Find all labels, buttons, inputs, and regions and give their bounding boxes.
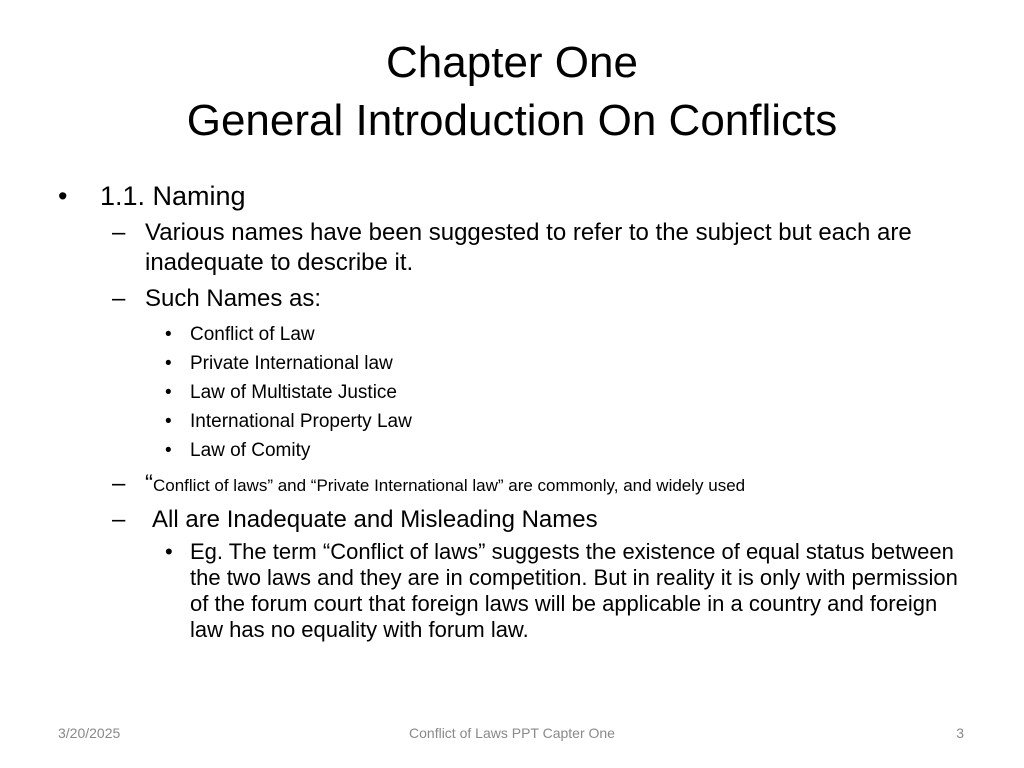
dot-marker: • — [165, 382, 172, 403]
bullet-marker: • — [58, 181, 68, 211]
sub-bullet-text: Conflict of laws” and “Private International law” are commonly, and widely used — [153, 476, 746, 495]
sub-bullet-inadequate — [58, 505, 968, 535]
list-item — [58, 407, 968, 436]
footer-date: 3/20/2025 — [58, 725, 121, 741]
title-line-1: Chapter One — [386, 38, 638, 87]
slide-body — [58, 178, 968, 643]
dash-marker: – — [112, 285, 126, 312]
example-paragraph — [58, 539, 968, 643]
name-item-text: International Property Law — [190, 411, 412, 432]
slide-title — [0, 34, 1024, 150]
sub-bullet-various-names — [58, 218, 968, 278]
dot-marker: • — [165, 324, 172, 345]
page-number: 3 — [956, 725, 964, 741]
opening-quote: “ — [145, 470, 153, 497]
sub-bullet-text: Various names have been suggested to refer to the subject but each are inadequate to describe it. — [145, 219, 912, 276]
dot-marker: • — [165, 539, 173, 564]
title-line-2: General Introduction On Conflicts — [186, 96, 838, 145]
list-item — [58, 320, 968, 349]
sub-bullet-commonly-used — [58, 471, 968, 499]
bullet-text: 1.1. Naming — [100, 181, 246, 211]
name-item-text: Law of Multistate Justice — [190, 382, 397, 403]
name-item-text: Private International law — [190, 353, 393, 374]
name-item-text: Law of Comity — [190, 440, 311, 461]
bullet-naming — [58, 178, 968, 214]
sub-bullet-text: All are Inadequate and Misleading Names — [152, 506, 598, 533]
dash-marker: – — [112, 506, 126, 533]
list-item — [58, 436, 968, 465]
list-item — [58, 378, 968, 407]
name-item-text: Conflict of Law — [190, 324, 315, 345]
dot-marker: • — [165, 411, 172, 432]
example-text: Eg. The term “Conflict of laws” suggests the existence of equal status between the two laws and they are in competition. But in reality it is only with permission of the forum court that foreign laws will be applicable in a country and foreign law has no equality with forum law. — [190, 539, 958, 642]
footer-title: Conflict of Laws PPT Capter One — [409, 725, 615, 741]
dash-marker: – — [112, 470, 126, 497]
list-item — [58, 349, 968, 378]
sub-bullet-text: Such Names as: — [145, 285, 322, 312]
dot-marker: • — [165, 353, 172, 374]
dash-marker: – — [112, 219, 126, 246]
sub-bullet-such-names — [58, 284, 968, 314]
dot-marker: • — [165, 440, 172, 461]
